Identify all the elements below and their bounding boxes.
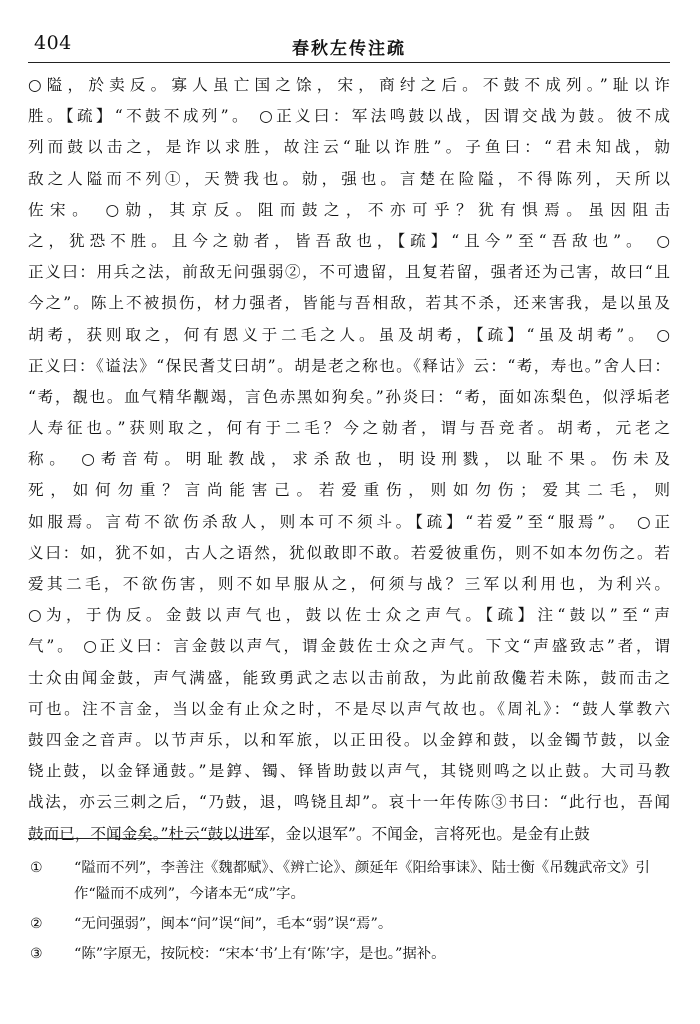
text-line: 敌之人隘而不列①，天赞我也。勍，强也。言楚在险隘，不得陈列，天所以	[28, 169, 670, 188]
text-line: 铙止鼓，以金铎通鼓。”是錞、镯、铎皆助鼓以声气，其铙则鸣之以止鼓。大司马教	[28, 762, 670, 781]
text-line: ○为，于伪反。金鼓以声气也，鼓以佐士众之声气。【疏】注“鼓以”至“声	[28, 606, 670, 625]
text-line: 爱其二毛，不欲伤害，则不如早服从之，何须与战？三军以利用也，为利兴。	[28, 575, 670, 593]
header-rule	[28, 62, 670, 63]
text-line: “耇，覩也。血气精华觏竭，言色赤黑如狗矣。”孙炎曰：“耇，面如冻梨色，似浮垢老	[28, 387, 670, 406]
text-line: 鼓而已，不闻金矣。”杜云“鼓以进军，金以退军”。不闻金，言将死也。是金有止鼓	[28, 824, 590, 843]
footnote-text: “隘而不列”，李善注《魏都赋》、《辨亡论》、颜延年《阳给事诔》、陆士衡《吊魏武帝文》引作“隘而不成列”，今诸本无“成”字。	[74, 860, 650, 902]
text-line: 之，犹恐不胜。且今之勍者，皆吾敌也，【疏】“且今”至“吾敌也”。 ○	[28, 231, 670, 250]
running-header	[28, 26, 670, 62]
footnote-marker: ①	[30, 860, 43, 876]
text-line: 胜。【疏】“不鼓不成列”。 ○正义曰：军法鸣鼓以战，因谓交战为鼓。彼不成	[28, 107, 670, 126]
text-line: 胡耇，获则取之，何有恩义于二毛之人。虽及胡耇，【疏】“虽及胡耇”。 ○	[28, 325, 670, 344]
text-line: 战法，亦云三刺之后，“乃鼓，退，鸣铙且却”。哀十一年传陈③书曰：“此行也，吾闻	[28, 793, 670, 812]
text-line: 称。 ○耇音苟。明耻教战，求杀敌也，明设刑戮，以耻不果。伤未及	[28, 450, 670, 469]
footnote	[28, 911, 670, 937]
footnote-text: “陈”字原无，按阮校：“宋本‘书’上有‘陈’字，是也。”据补。	[74, 946, 446, 962]
text-line: 今之”。陈上不被损伤，材力强者，皆能与吾相敌，若其不杀，还来害我，是以虽及	[28, 294, 670, 313]
footnote-marker: ③	[30, 946, 43, 962]
text-line: 列而鼓以击之，是诈以求胜，故注云“耻以诈胜”。子鱼曰：“君未知战，勍	[28, 138, 670, 157]
text-line: 可也。注不言金，当以金有止众之时，不是尽以声气故也。《周礼》：“鼓人掌教六	[28, 699, 670, 718]
footnote	[28, 941, 670, 967]
text-line: ○隘，於卖反。寡人虽亡国之馀，宋，商纣之后。不鼓不成列。”耻以诈	[28, 76, 670, 94]
text-line: 士众由闻金鼓，声气满盛，能致勇武之志以击前敌，为此前敌儳若未陈，鼓而击之	[28, 668, 670, 687]
footnotes	[28, 855, 670, 971]
footnote-marker: ②	[30, 916, 43, 932]
footnote	[28, 855, 670, 907]
main-text	[28, 70, 670, 850]
footnote-rule	[28, 838, 266, 839]
text-line: 正义曰：《谥法》“保民耆艾曰胡”。胡是老之称也。《释诂》云：“耇，寿也。”舍人曰：	[28, 356, 670, 375]
book-title: 春秋左传注疏	[292, 39, 406, 59]
text-line: 气”。 ○正义曰：言金鼓以声气，谓金鼓佐士众之声气。下文“声盛致志”者，谓	[28, 637, 670, 656]
text-line: 佐宋。 ○勍，其京反。阻而鼓之，不亦可乎？犹有惧焉。虽因阻击	[28, 200, 670, 219]
footnote-text: “无问强弱”，闽本“问”误“间”，毛本“弱”误“焉”。	[74, 916, 393, 932]
text-line: 鼓四金之音声。以节声乐，以和军旅，以正田役。以金錞和鼓，以金镯节鼓，以金	[28, 730, 670, 749]
text-line: 如服焉。言苟不欲伤杀敌人，则本可不须斗。【疏】“若爱”至“服焉”。 ○正	[28, 512, 670, 531]
text-line: 人寿征也。”获则取之，何有于二毛？今之勍者，谓与吾竞者。胡耇，元老之	[28, 419, 670, 438]
page-number: 404	[34, 32, 72, 54]
text-line: 义曰：如，犹不如，古人之语然，犹似敢即不敢。若爱彼重伤，则不如本勿伤之。若	[28, 543, 670, 562]
text-line: 正义曰：用兵之法，前敌无问强弱②，不可遗留，且复若留，强者还为己害，故曰“且	[28, 263, 670, 282]
text-line: 死，如何勿重？言尚能害己。若爱重伤，则如勿伤；爱其二毛，则	[28, 481, 670, 500]
